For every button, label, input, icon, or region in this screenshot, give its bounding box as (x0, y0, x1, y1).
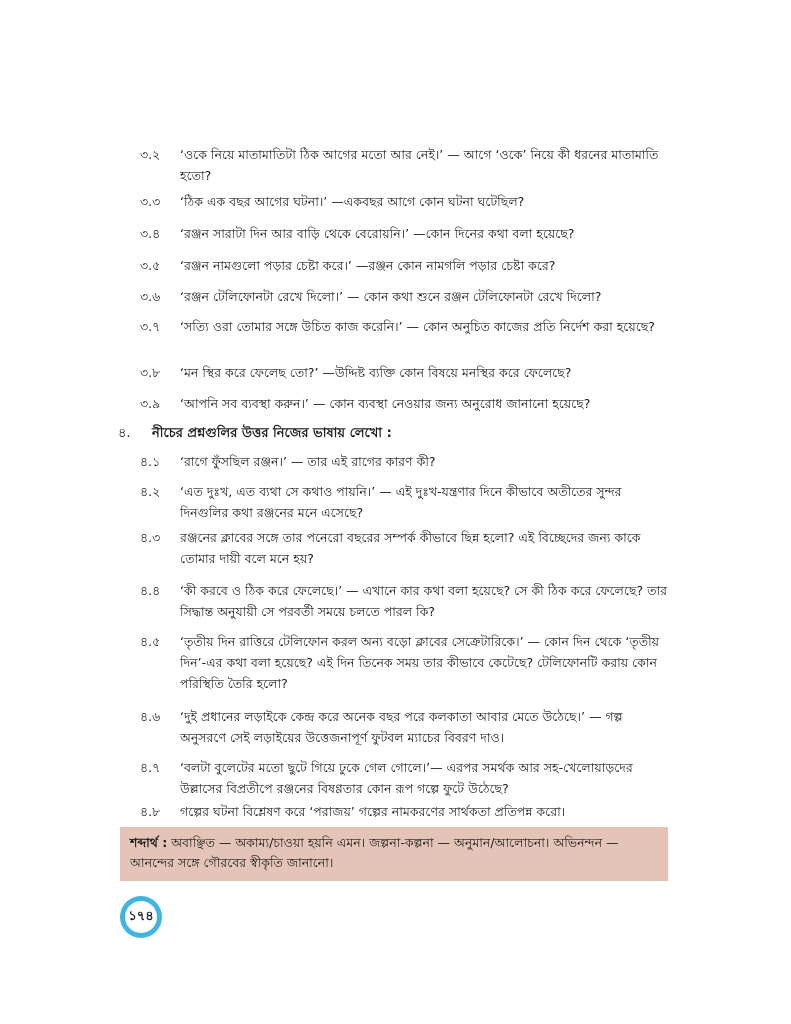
question-text: রঞ্জনের ক্লাবের সঙ্গে তার পনেরো বছরের সম্পর্ক কীভাবে ছিন্ন হলো? এই বিচ্ছেদের জন্য কাকে তোমার দায়ী বলে মনে হয়? (180, 530, 641, 566)
question-number: ৪.২ (140, 484, 161, 499)
question-number: ৪.৮ (140, 804, 161, 819)
question-text: ‘রাগে ফুঁসছিল রঞ্জন।’ — তার এই রাগের কারণ কী? (180, 454, 436, 469)
question-text: ‘সত্যি ওরা তোমার সঙ্গে উচিত কাজ করেনি।’ — কোন অনুচিত কাজের প্রতি নির্দেশ করা হয়েছে? (180, 319, 655, 334)
question-text: ‘বলটা বুলেটের মতো ছুটে গিয়ে ঢুকে গেল গোলে।’— এরপর সমর্থক আর সহ-খেলোয়াড়দের উল্লাসের বিপ্রতীপে রঞ্জনের বিষণ্ণতার কোন রূপ গল্পে ফুটে উঠেছে? (180, 760, 633, 796)
question-number: ৩.৭ (140, 319, 161, 334)
question-text: ‘কী করবে ও ঠিক করে ফেলেছে।’ — এখানে কার কথা বলা হয়েছে? সে কী ঠিক করে ফেলেছে? তার সিদ্ধান্ত অনুযায়ী সে পরবর্তী সময়ে চলতে পারল কি? (180, 583, 667, 619)
question-text: ‘রঞ্জন টেলিফোনটা রেখে দিলো।’ — কোন কথা শুনে রঞ্জন টেলিফোনটা রেখে দিলো? (180, 289, 602, 304)
glossary-text: অবাঞ্ছিত — অকাম্য/চাওয়া হয়নি এমন। জল্পনা-কল্পনা — অনুমান/আলোচনা। অভিনন্দন — আনন্দের সঙ্গে গৌরবের স্বীকৃতি জানানো। (130, 835, 619, 870)
question-text: ‘ওকে নিয়ে মাতামাতিটা ঠিক আগের মতো আর নেই।’ — আগে ‘ওকে’ নিয়ে কী ধরনের মাতামাতি হতো? (180, 147, 659, 183)
section-title: নীচের প্রশ্নগুলির উত্তর নিজের ভাষায় লেখো : (152, 426, 392, 441)
question-3-5 (140, 255, 668, 276)
question-3-9 (140, 393, 668, 414)
question-3-3 (140, 191, 668, 212)
question-3-6 (140, 286, 668, 307)
question-3-2 (140, 144, 668, 186)
section-number: ৪. (118, 426, 131, 441)
question-number: ৩.৪ (140, 226, 161, 241)
question-3-7 (140, 316, 668, 337)
question-number: ৩.৫ (140, 258, 161, 273)
question-text: ‘ঠিক এক বছর আগের ঘটনা।’ —একবছর আগে কোন ঘটনা ঘটেছিল? (180, 194, 525, 209)
glossary-label: শব্দার্থ : (130, 835, 168, 850)
question-number: ৩.৩ (140, 194, 161, 209)
question-number: ৪.৬ (140, 709, 161, 724)
question-text: ‘রঞ্জন নামগুলো পড়ার চেষ্টা করে।’ —রঞ্জন কোন নামগলি পড়ার চেষ্টা করে? (180, 258, 556, 273)
section-4-heading (118, 424, 392, 445)
question-text: ‘আপনি সব ব্যবস্থা করুন।’ — কোন ব্যবস্থা নেওয়ার জন্য অনুরোধ জানানো হয়েছে? (180, 396, 591, 411)
question-4-8 (140, 801, 668, 822)
question-number: ৩.৬ (140, 289, 161, 304)
question-number: ৩.৮ (140, 365, 161, 380)
question-text: ‘দুই প্রধানের লড়াইকে কেন্দ্র করে অনেক বছর পরে কলকাতা আবার মেতে উঠেছে।’ — গল্প অনুসরণে সেই লড়াইয়ের উত্তেজনাপূর্ণ ফুটবল ম্যাচের বিবরণ দাও। (180, 709, 623, 745)
question-number: ৩.২ (140, 147, 161, 162)
question-text: ‘রঞ্জন সারাটা দিন আর বাড়ি থেকে বেরোয়নি।’ —কোন দিনের কথা বলা হয়েছে? (180, 226, 575, 241)
page-number-badge (120, 896, 162, 938)
glossary-box (120, 827, 668, 881)
question-4-6 (140, 706, 668, 748)
question-number: ৪.৪ (140, 583, 161, 598)
question-number: ৪.৭ (140, 760, 161, 775)
question-4-7 (140, 757, 668, 799)
question-number: ৪.৩ (140, 530, 161, 545)
question-4-5 (140, 631, 668, 694)
question-text: গল্পের ঘটনা বিশ্লেষণ করে ‘পরাজয়’ গল্পের নামকরণের সার্থকতা প্রতিপন্ন করো। (180, 804, 566, 819)
question-text: ‘তৃতীয় দিন রাত্তিরে টেলিফোন করল অন্য বড়ো ক্লাবের সেক্রেটারিকে।’ — কোন দিন থেকে ‘তৃতীয় দিন’-এর কথা বলা হয়েছে? এই দিন তিনেক সময় তার কীভাবে কেটেছে? টেলিফোনটি করায় কোন পরিস্থিতি তৈরি হলো? (180, 634, 660, 691)
page-number: ১৭৪ (125, 901, 157, 933)
question-number: ৪.১ (140, 454, 161, 469)
question-text: ‘মন স্থির করে ফেলেছ তো?’ —উদ্দিষ্ট ব্যক্তি কোন বিষয়ে মনস্থির করে ফেলেছে? (180, 365, 572, 380)
question-3-4 (140, 223, 668, 244)
question-4-3 (140, 527, 668, 569)
question-4-2 (140, 481, 668, 523)
question-4-1 (140, 451, 668, 472)
question-4-4 (140, 580, 668, 622)
question-text: ‘এত দুঃখ, এত ব্যথা সে কথাও পায়নি।’ — এই দুঃখ-যন্ত্রণার দিনে কীভাবে অতীতের সুন্দর দিনগুলির কথা রঞ্জনের মনে এসেছে? (180, 484, 622, 520)
question-3-8 (140, 362, 668, 383)
question-number: ৩.৯ (140, 396, 161, 411)
question-number: ৪.৫ (140, 634, 161, 649)
